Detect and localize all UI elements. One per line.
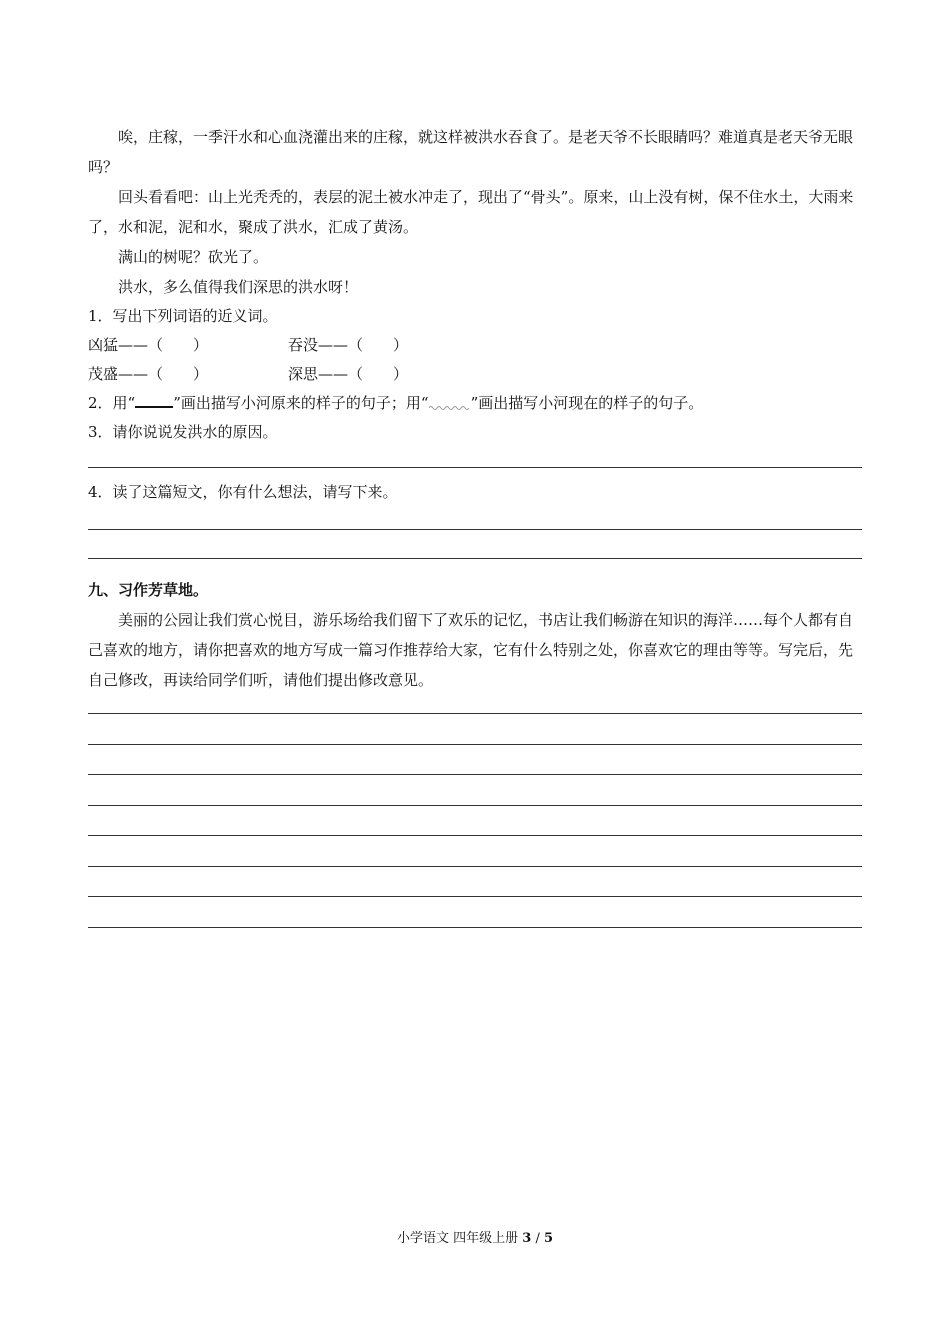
question-2-part-a: 2．用“: [88, 394, 136, 412]
answer-line-q3[interactable]: [88, 467, 862, 468]
writing-line-3[interactable]: [88, 774, 862, 775]
synonym-item-4: 深思——（ ）: [288, 365, 409, 383]
writing-line-6[interactable]: [88, 866, 862, 867]
footer-label: 小学语文 四年级上册: [396, 1231, 519, 1246]
synonym-row-1: [88, 331, 862, 360]
section-9-title: 九、习作芳草地。: [88, 581, 209, 599]
synonym-item-1: 凶猛——（ ）: [88, 336, 209, 354]
page-content: [88, 122, 862, 957]
footer-page-total: 5: [543, 1231, 554, 1246]
section-9-prompt: 美丽的公园让我们赏心悦目，游乐场给我们留下了欢乐的记忆，书店让我们畅游在知识的海洋……每个人都有自己喜欢的地方，请你把喜欢的地方写成一篇习作推荐给大家，它有什么特别之处，你喜欢它的理由等等。写完后，先自己修改，再读给同学们听，请他们提出修改意见。: [88, 611, 854, 689]
writing-line-5[interactable]: [88, 835, 862, 836]
footer-page-number: 3: [522, 1231, 532, 1246]
question-2: [88, 389, 862, 418]
synonym-item-3: 茂盛——（ ）: [88, 365, 209, 383]
passage-paragraph-3: 满山的树呢？砍光了。: [118, 248, 269, 266]
passage-paragraph-1: 唉，庄稼，一季汗水和心血浇灌出来的庄稼，就这样被洪水吞食了。是老天爷不长眼睛吗？难道真是老天爷无眼吗？: [88, 128, 854, 176]
page-footer: [0, 1227, 950, 1246]
straight-underline-mark: [135, 392, 173, 408]
question-3: 3．请你说说发洪水的原因。: [88, 423, 278, 441]
writing-line-4[interactable]: [88, 805, 862, 806]
footer-separator: /: [531, 1231, 544, 1246]
passage-paragraph-4: 洪水，多么值得我们深思的洪水呀！: [118, 278, 359, 296]
synonym-row-2: [88, 360, 862, 389]
writing-line-7[interactable]: [88, 896, 862, 897]
passage-paragraph-2: 回头看看吧：山上光秃秃的，表层的泥土被水冲走了，现出了“骨头”。原来，山上没有树，保不住水土，大雨来了，水和泥，泥和水，聚成了洪水，汇成了黄汤。: [88, 188, 854, 236]
writing-line-2[interactable]: [88, 744, 862, 745]
question-2-part-c: ”画出描写小河现在的样子的句子。: [470, 394, 704, 412]
synonym-item-2: 吞没——（ ）: [288, 336, 409, 354]
composition-writing-area: [88, 713, 862, 928]
answer-line-q4-1[interactable]: [88, 529, 862, 530]
question-1: 1．写出下列词语的近义词。: [88, 307, 278, 325]
answer-line-q4-2[interactable]: [88, 558, 862, 559]
question-2-part-b: ”画出描写小河原来的样子的句子；用“: [173, 394, 429, 412]
question-4: 4．读了这篇短文，你有什么想法，请写下来。: [88, 483, 398, 501]
wavy-underline-mark: [429, 394, 471, 408]
writing-line-1[interactable]: [88, 713, 862, 714]
writing-line-8[interactable]: [88, 927, 862, 928]
